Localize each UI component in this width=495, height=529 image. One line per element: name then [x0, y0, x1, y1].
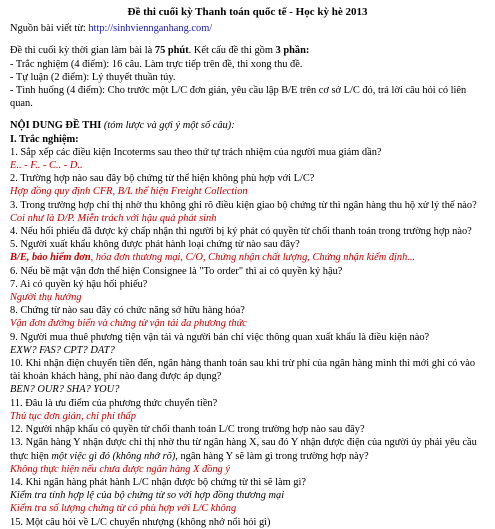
question-8: 8. Chứng từ nào sau đây có chức năng sở hữu hàng hóa?: [10, 305, 245, 317]
question-13-pre: 13. Ngân hàng Y nhận được chỉ thị nhờ thu từ ngân hàng X, sau đó Y nhận được điện của người ủy phải yêu cầu thực hiện: [10, 437, 477, 462]
answer-9: EXW? FAS? CPT? DAT?: [10, 344, 115, 356]
question-9: 9. Người mua thuê phương tiện vận tải và người bán chỉ việc thông quan xuất khẩu là điều kiện nào?: [10, 331, 430, 343]
question-7: 7. Ai có quyền ký hậu hối phiếu?: [10, 278, 148, 290]
answer-11: Thủ tục đơn giản, chi phí thấp: [10, 410, 136, 422]
question-3: 3. Trong trường hợp chỉ thị nhờ thu không ghi rõ điều kiện giao bộ chứng từ thì ngân hàng thu hộ xử lý thế nào?: [10, 199, 477, 211]
intro-time: 75 phút: [154, 45, 189, 57]
question-14: 14. Khi ngân hàng phát hành L/C nhận được bộ chứng từ thì sẽ làm gì?: [10, 476, 306, 488]
answer-3: Coi như là D/P. Miễn trách với hậu quả phát sinh: [10, 212, 217, 224]
answer-5: [10, 251, 485, 264]
question-2: 2. Trường hợp nào sau đây bộ chứng từ thể hiện không phù hợp với L/C?: [10, 173, 315, 185]
part-2: - Tự luận (2 điểm): Lý thuyết thuần túy.: [10, 71, 176, 83]
answer-7: Người thụ hưởng: [10, 292, 82, 304]
answer-13: Không thực hiện nếu chưa được ngân hàng X đồng ý: [10, 463, 230, 475]
question-5: 5. Người xuất khẩu không được phát hành loại chứng từ nào sau đây?: [10, 239, 300, 251]
answer-1: E.. - F.. - C.. - D..: [10, 160, 83, 172]
source-line: [10, 22, 485, 35]
question-11: 11. Đâu là ưu điểm của phương thức chuyển tiền?: [10, 397, 218, 409]
answer-5-rest: , hóa đơn thương mại, C/O, Chứng nhận chất lượng, Chứng nhận kiểm định...: [90, 252, 416, 264]
question-4: 4. Nếu hối phiếu đã được ký chấp nhận thì người bị ký phát có quyền từ chối thanh toán trong trường hợp nào?: [10, 226, 472, 238]
intro-parts: 3 phần:: [275, 45, 310, 57]
question-13-post: , ngân hàng Y sẽ làm gì trong trường hợp này?: [175, 450, 369, 462]
answer-5-bold: B/E, bảo hiểm đơn: [10, 252, 91, 264]
spacer: [10, 35, 485, 44]
question-1: 1. Sắp xếp các điều kiện Incoterms sau theo thứ tự trách nhiệm của người mua giảm dần?: [10, 146, 382, 158]
answer-8: Vận đơn đường biển và chứng từ vận tải đa phương thức: [10, 318, 247, 330]
part-1: - Trắc nghiệm (4 điểm): 16 câu. Làm trực tiếp trên đề, thi xong thu đề.: [10, 58, 303, 70]
source-label: Nguồn bài viết từ:: [10, 23, 89, 35]
content-heading-text: NỘI DUNG ĐỀ THI: [10, 120, 102, 132]
answer-2: Hợp đồng quy định CFR, B/L thể hiện Freight Collection: [10, 186, 248, 198]
source-link[interactable]: http://sinhviennganhang.com/: [88, 23, 213, 35]
intro-text-mid: . Kết cấu đề thi gồm: [188, 45, 276, 57]
document-title: Đề thi cuối kỳ Thanh toán quốc tế - Học kỳ hè 2013: [127, 6, 368, 18]
spacer: [10, 110, 485, 119]
question-15: 15. Một câu hỏi về L/C chuyển nhượng (không nhớ nổi hỏi gì): [10, 516, 271, 528]
answer-14a: Kiểm tra tính hợp lệ của bộ chứng từ so với hợp đồng thương mại: [10, 490, 285, 502]
question-13-emphasis: một việc gì đó (không nhớ rõ): [51, 450, 176, 462]
content-heading: [10, 119, 485, 132]
answer-14b: Kiểm tra số lượng chứng từ có phù hợp với L/C không: [10, 503, 237, 515]
question-6: 6. Nếu bề mặt vận đơn thể hiện Consignee là "To order" thì ai có quyền ký hậu?: [10, 265, 343, 277]
intro-text: Đề thi cuối kỳ thời gian làm bài là: [10, 45, 155, 57]
question-12: 12. Người nhập khẩu có quyền từ chối thanh toán L/C trong trường hợp nào sau đây?: [10, 424, 365, 436]
mc-heading: I. Trắc nghiệm:: [10, 133, 79, 145]
content-heading-note: (tóm lược và gợi ý một số câu):: [101, 120, 235, 132]
question-10: 10. Khi nhận điện chuyển tiền đến, ngân hàng thanh toán sau khi trừ phí của ngân hàng mình thì mới ghi có vào tài khoản khách hàng, phí nào đang được áp dụng?: [10, 358, 476, 383]
answer-10: BEN? OUR? SHA? YOU?: [10, 384, 120, 396]
part-3: - Tình huống (4 điểm): Cho trước một L/C đơn giản, yêu cầu lập B/E trên cơ sở L/C đó, trả lời câu hỏi có liên quan.: [10, 85, 467, 110]
question-13: [10, 436, 485, 462]
intro-line: [10, 44, 485, 57]
